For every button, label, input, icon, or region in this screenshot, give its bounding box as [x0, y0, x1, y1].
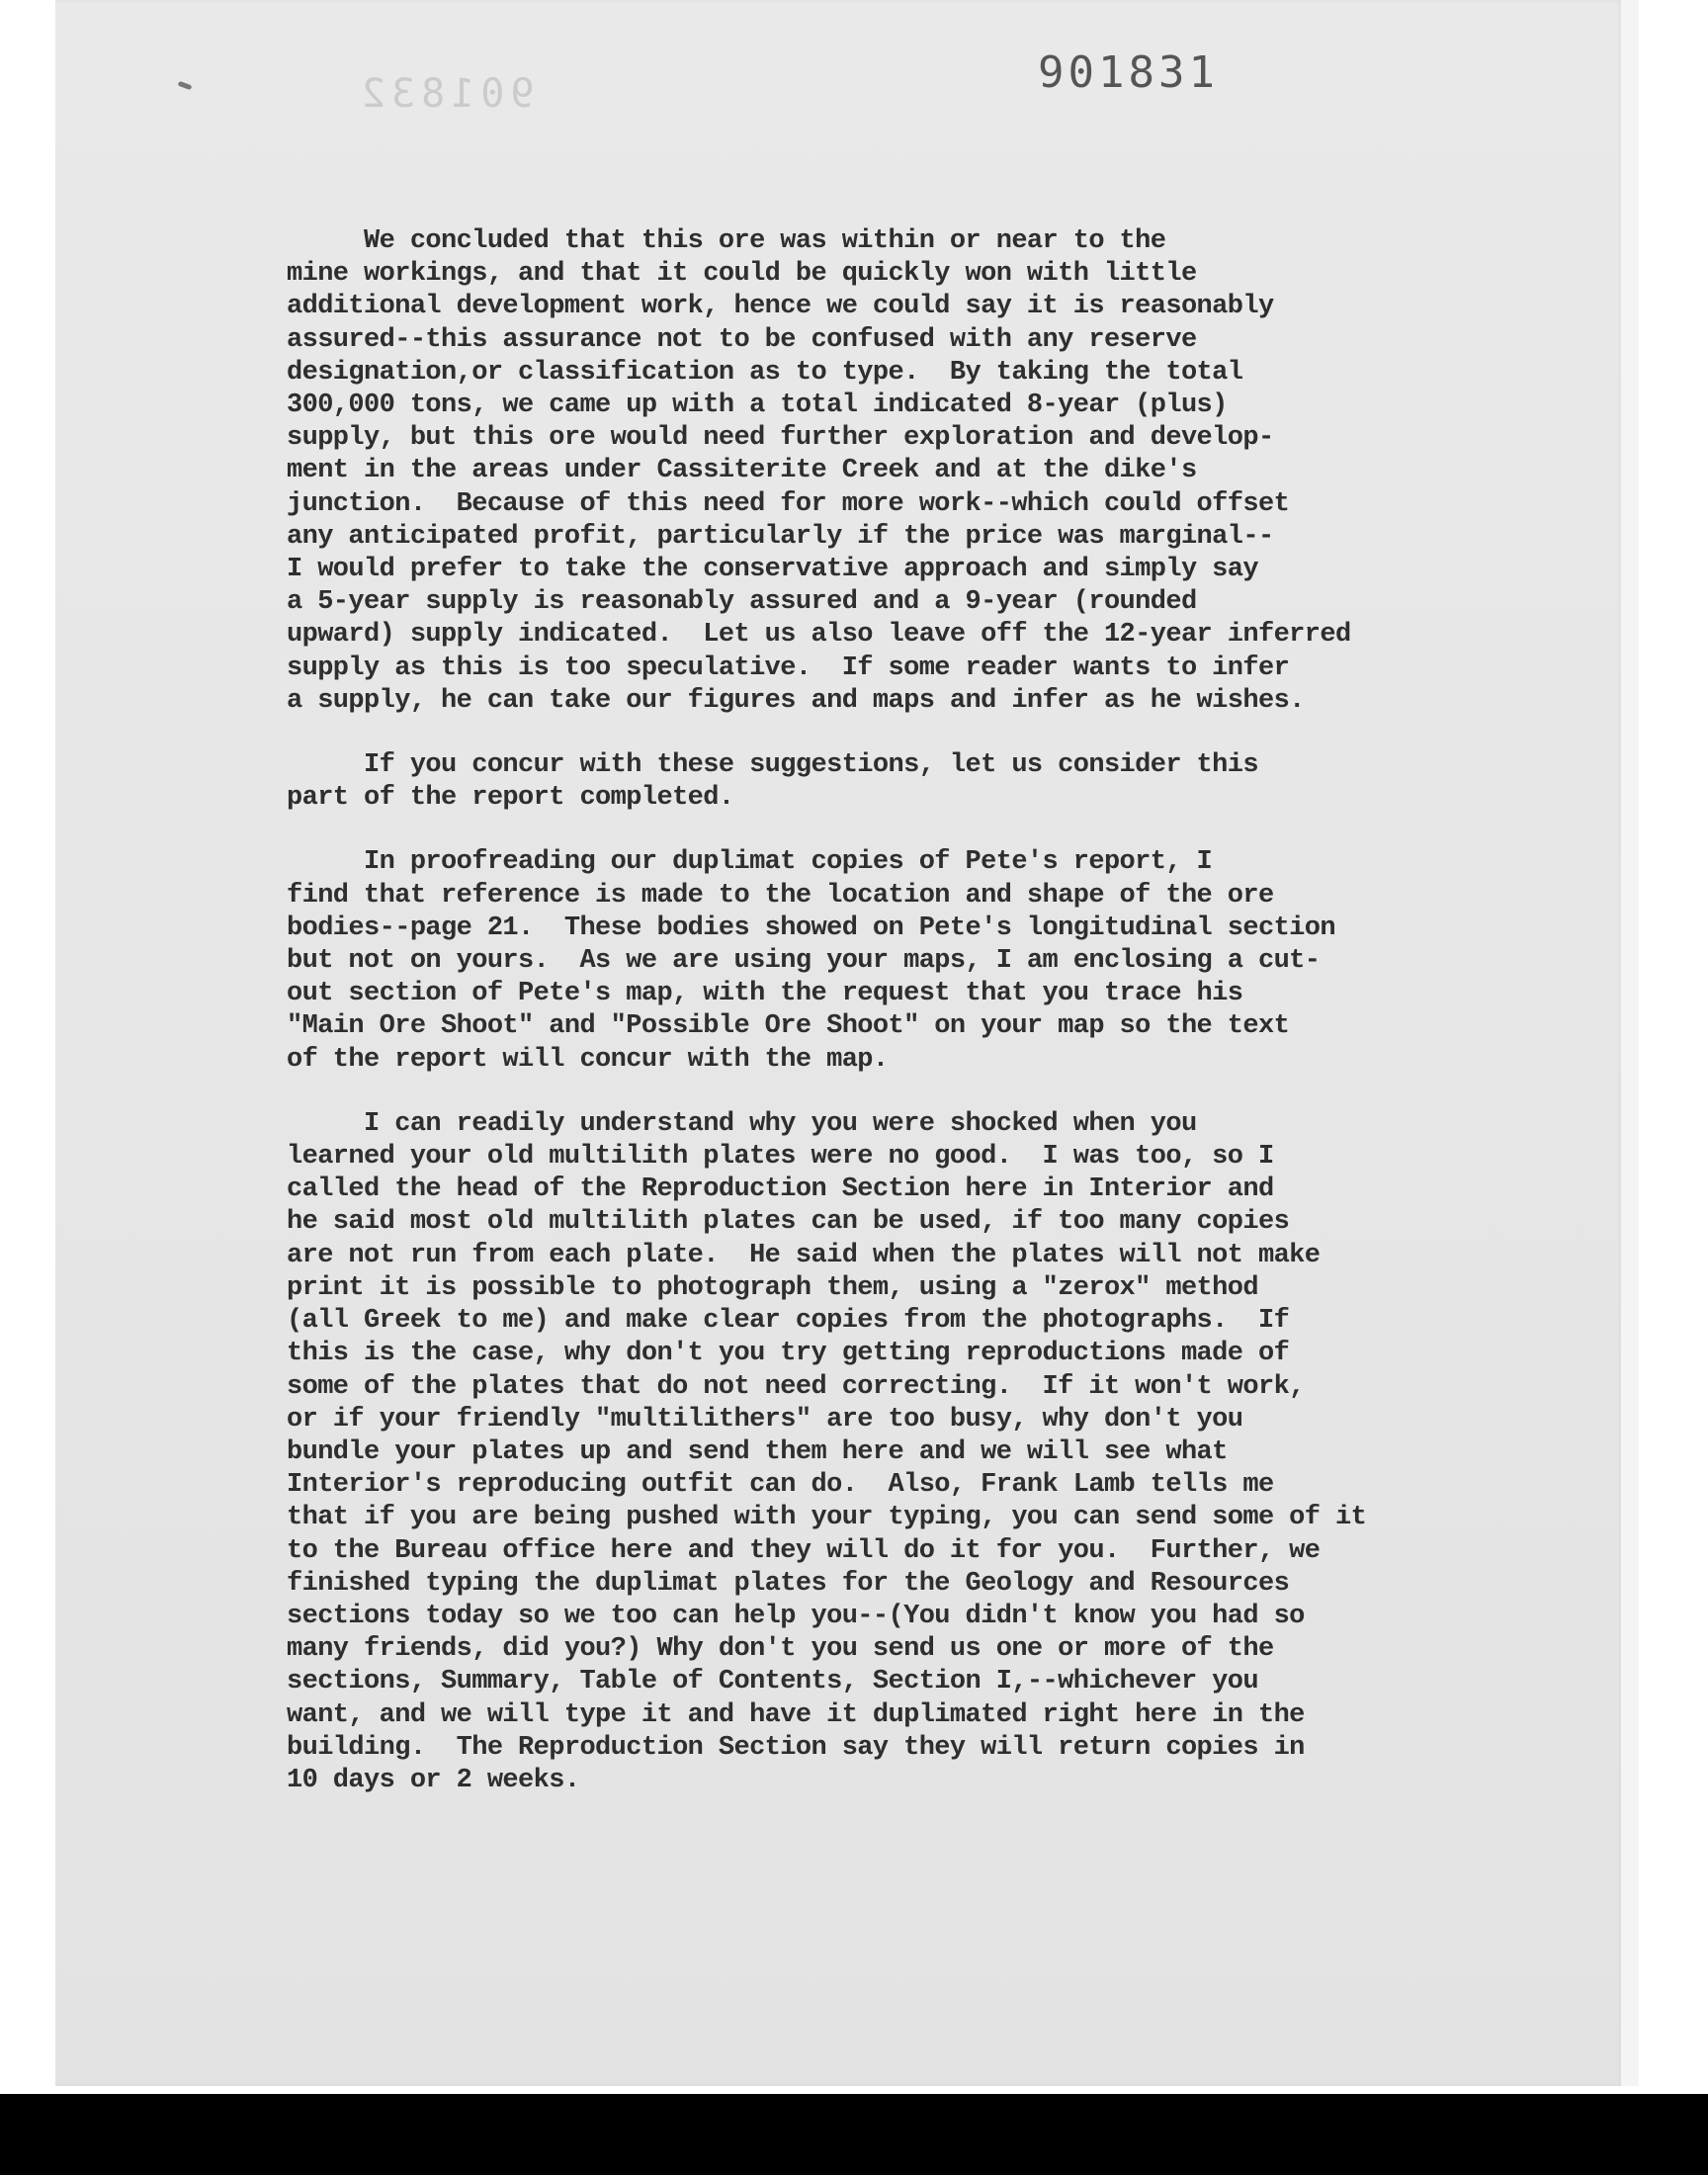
document-number: 901831 — [1038, 47, 1219, 98]
text-line: that if you are being pushed with your typing, you can send some of it — [287, 1503, 1367, 1533]
paragraph — [287, 749, 1493, 815]
text-line: a 5-year supply is reasonably assured and a 9-year (rounded — [287, 587, 1197, 618]
page-edge — [1621, 0, 1639, 2086]
text-line: of the report will concur with the map. — [287, 1044, 889, 1075]
text-line: (all Greek to me) and make clear copies from the photographs. If — [287, 1306, 1290, 1337]
text-line: to the Bureau office here and they will do it for you. Further, we — [287, 1535, 1321, 1566]
text-line: out section of Pete's map, with the request that you trace his — [287, 979, 1243, 1009]
text-line: any anticipated profit, particularly if the price was marginal-- — [287, 521, 1274, 552]
text-line: he said most old multilith plates can be used, if too many copies — [287, 1207, 1290, 1238]
text-line: sections, Summary, Table of Contents, Section I,--whichever you — [287, 1667, 1258, 1697]
text-line: mine workings, and that it could be quickly won with little — [287, 259, 1197, 290]
letter-body — [287, 225, 1493, 1829]
text-line: building. The Reproduction Section say they will return copies in — [287, 1732, 1305, 1763]
text-line: additional development work, hence we could say it is reasonably — [287, 292, 1274, 322]
text-line: this is the case, why don't you try getting reproductions made of — [287, 1339, 1290, 1369]
bottom-border — [0, 2094, 1708, 2175]
text-line: junction. Because of this need for more work--which could offset — [287, 488, 1290, 519]
text-line: Interior's reproducing outfit can do. Also, Frank Lamb tells me — [287, 1470, 1274, 1501]
text-line: finished typing the duplimat plates for the Geology and Resources — [287, 1568, 1290, 1599]
text-line: supply as this is too speculative. If some reader wants to infer — [287, 652, 1290, 683]
text-line: learned your old multilith plates were no good. I was too, so I — [287, 1142, 1274, 1173]
text-line: 300,000 tons, we came up with a total indicated 8-year (plus) — [287, 391, 1228, 421]
text-line: part of the report completed. — [287, 783, 734, 814]
bleed-through-number: 901832 — [356, 71, 535, 117]
text-line: many friends, did you?) Why don't you send us one or more of the — [287, 1634, 1274, 1665]
text-line: bodies--page 21. These bodies showed on Pete's longitudinal section — [287, 913, 1335, 943]
text-line: called the head of the Reproduction Section here in Interior and — [287, 1174, 1274, 1205]
text-line: If you concur with these suggestions, let us consider this — [287, 750, 1258, 781]
text-line: supply, but this ore would need further exploration and develop- — [287, 423, 1274, 454]
text-line: ment in the areas under Cassiterite Creek and at the dike's — [287, 456, 1197, 486]
text-line: In proofreading our duplimat copies of Pete's report, I — [287, 847, 1213, 878]
text-line: but not on yours. As we are using your maps, I am enclosing a cut- — [287, 946, 1321, 977]
text-line: We concluded that this ore was within or near to the — [287, 226, 1166, 256]
text-line: sections today so we too can help you--(You didn't know you had so — [287, 1601, 1305, 1631]
text-line: want, and we will type it and have it duplimated right here in the — [287, 1699, 1305, 1730]
paragraph — [287, 225, 1493, 718]
text-line: bundle your plates up and send them here and we will see what — [287, 1436, 1228, 1467]
text-line: upward) supply indicated. Let us also leave off the 12-year inferred — [287, 620, 1351, 651]
text-line: print it is possible to photograph them, using a "zerox" method — [287, 1272, 1258, 1303]
text-line: or if your friendly "multilithers" are too busy, why don't you — [287, 1404, 1243, 1435]
text-line: assured--this assurance not to be confused with any reserve — [287, 324, 1197, 355]
paragraph — [287, 846, 1493, 1076]
text-line: find that reference is made to the location and shape of the ore — [287, 880, 1274, 911]
text-line: designation,or classification as to type. By taking the total — [287, 357, 1243, 388]
text-line: I can readily understand why you were shocked when you — [287, 1108, 1197, 1139]
text-line: are not run from each plate. He said when the plates will not make — [287, 1240, 1321, 1270]
text-line: 10 days or 2 weeks. — [287, 1765, 580, 1795]
text-line: a supply, he can take our figures and maps and infer as he wishes. — [287, 685, 1305, 716]
paragraph — [287, 1108, 1493, 1797]
text-line: "Main Ore Shoot" and "Possible Ore Shoot" on your map so the text — [287, 1011, 1290, 1042]
text-line: some of the plates that do not need correcting. If it won't work, — [287, 1371, 1305, 1402]
text-line: I would prefer to take the conservative approach and simply say — [287, 555, 1258, 585]
